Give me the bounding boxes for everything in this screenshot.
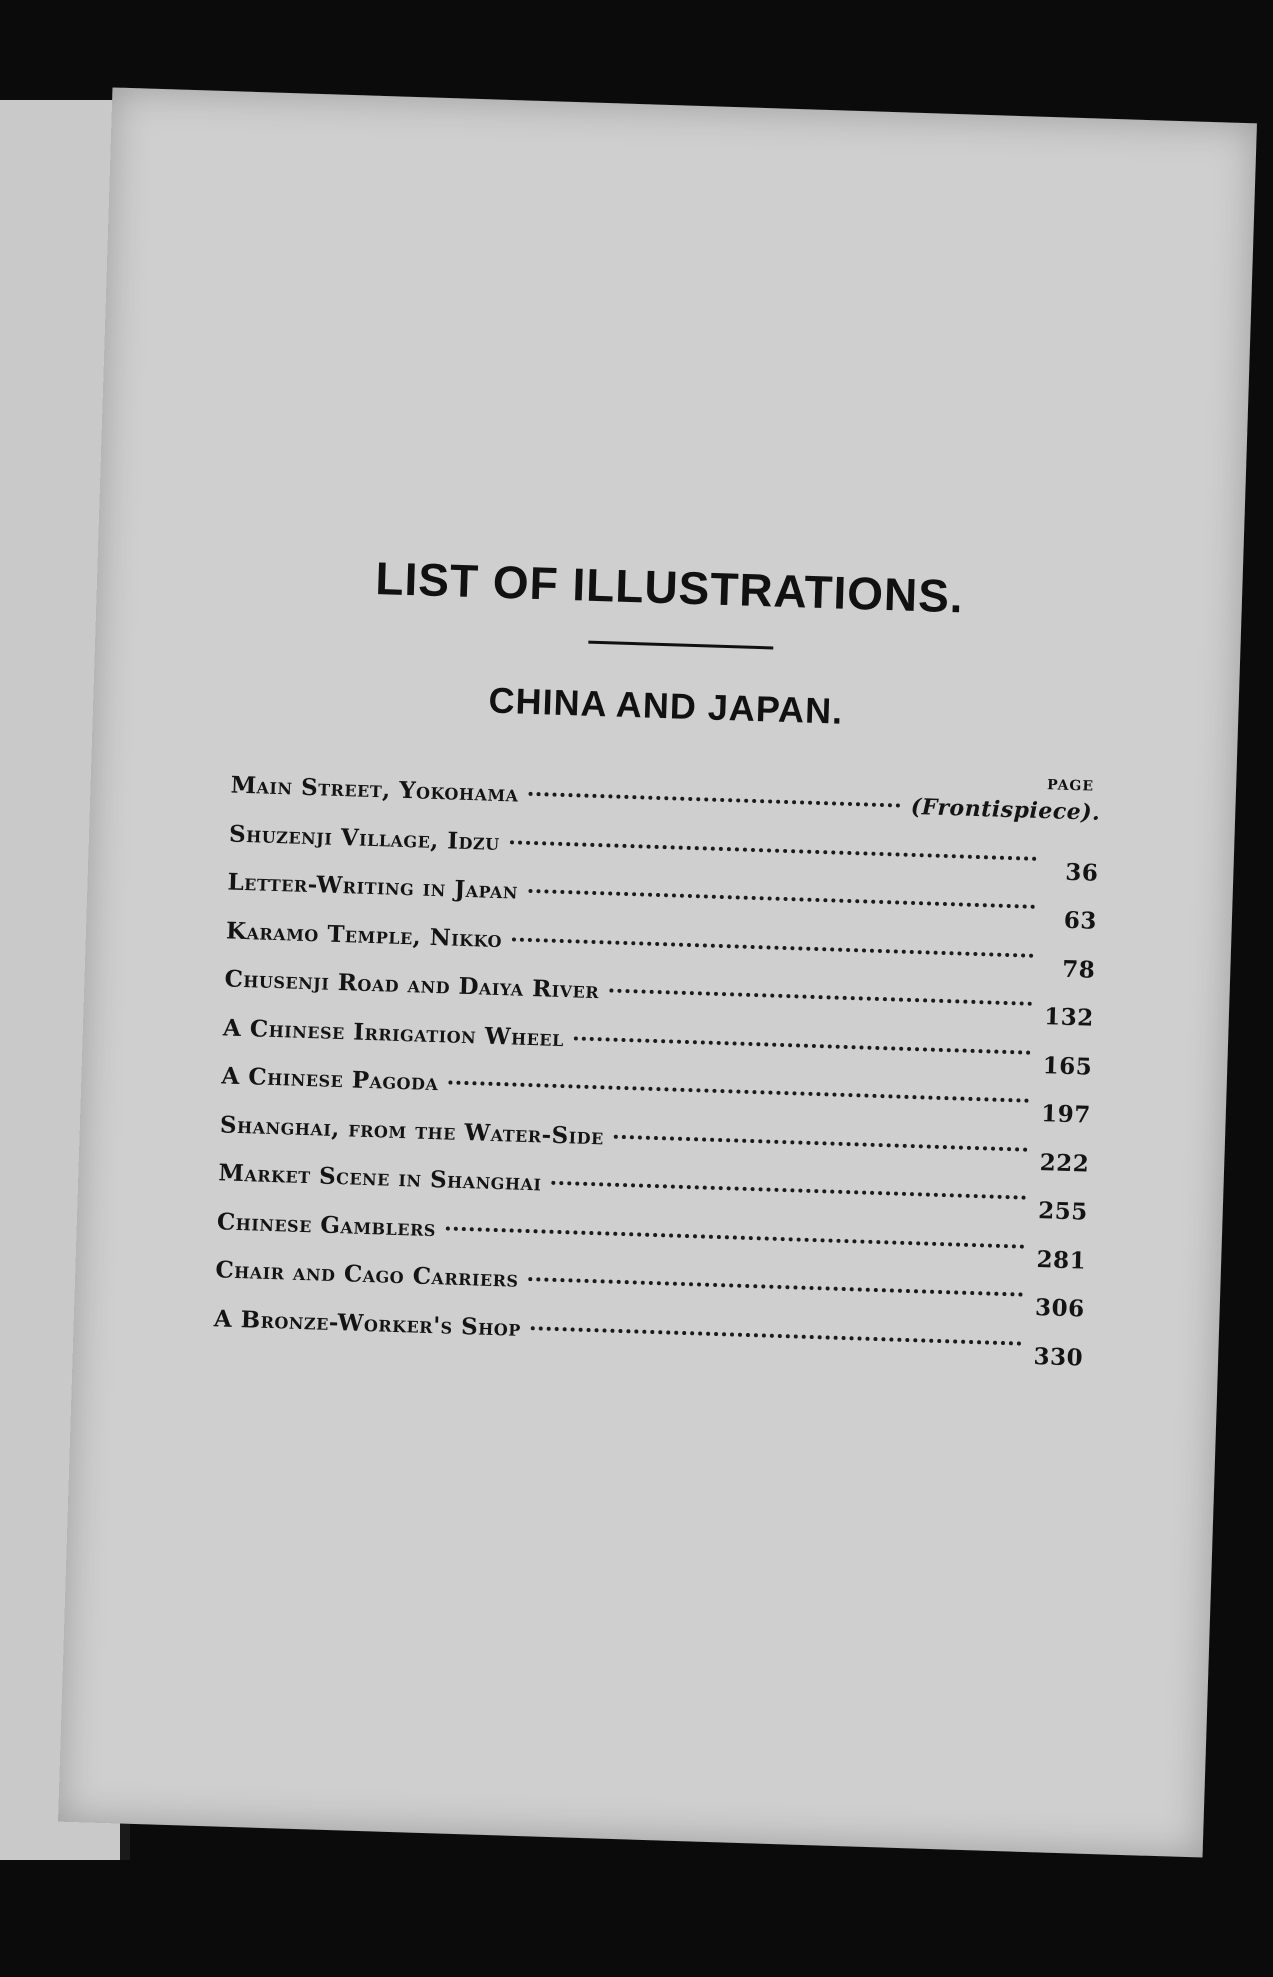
page-column-label: PAGE [1046,777,1095,795]
dot-leader [531,1326,1022,1345]
dot-leader [510,840,1037,861]
dot-leader [528,889,1035,909]
illustration-page: 330 [1033,1342,1084,1372]
illustration-title: Market Scene in Shanghai [218,1159,542,1197]
illustration-title: Chinese Gamblers [216,1207,437,1242]
illustration-page: 132 [1043,1003,1095,1032]
illustration-title: Shanghai, from the Water-Side [219,1110,605,1150]
illustration-title: Letter-Writing in Japan [227,868,519,905]
illustration-title: Chair and Cago Carriers [215,1256,519,1293]
illustration-page: 165 [1042,1051,1093,1081]
dot-leader [529,792,901,808]
illustration-page: 197 [1040,1100,1092,1129]
illustration-title: Chusenji Road and Daiya River [224,965,600,1005]
illustration-title: Shuzenji Village, Idzu [228,819,501,856]
illustration-page: 63 [1063,906,1098,935]
illustration-page: 36 [1064,858,1099,887]
section-heading: CHINA AND JAPAN. [487,679,844,732]
page-title: LIST OF ILLUSTRATIONS. [374,551,965,623]
illustration-page: 78 [1061,955,1096,984]
dot-leader [609,988,1032,1005]
dot-leader [614,1134,1028,1151]
page-content [58,87,1257,1857]
illustration-title: A Bronze-Worker's Shop [213,1304,522,1342]
dot-leader [551,1181,1026,1200]
illustration-title: Main Street, Yokohama [230,771,520,808]
illustration-page: (Frontispiece). [910,793,1101,826]
illustration-page: 222 [1039,1148,1090,1178]
illustration-page: 255 [1037,1197,1089,1226]
illustration-title: Karamo Temple, Nikko [225,916,503,953]
illustration-title: A Chinese Pagoda [221,1062,439,1097]
illustrations-list [213,772,1101,1381]
title-divider [588,641,773,650]
dot-leader [512,937,1034,957]
illustration-page: 281 [1036,1245,1087,1275]
book-page [58,87,1257,1857]
illustration-page: 306 [1034,1294,1086,1323]
dot-leader [528,1277,1023,1297]
illustration-title: A Chinese Irrigation Wheel [222,1013,565,1052]
dot-leader [574,1036,1031,1054]
